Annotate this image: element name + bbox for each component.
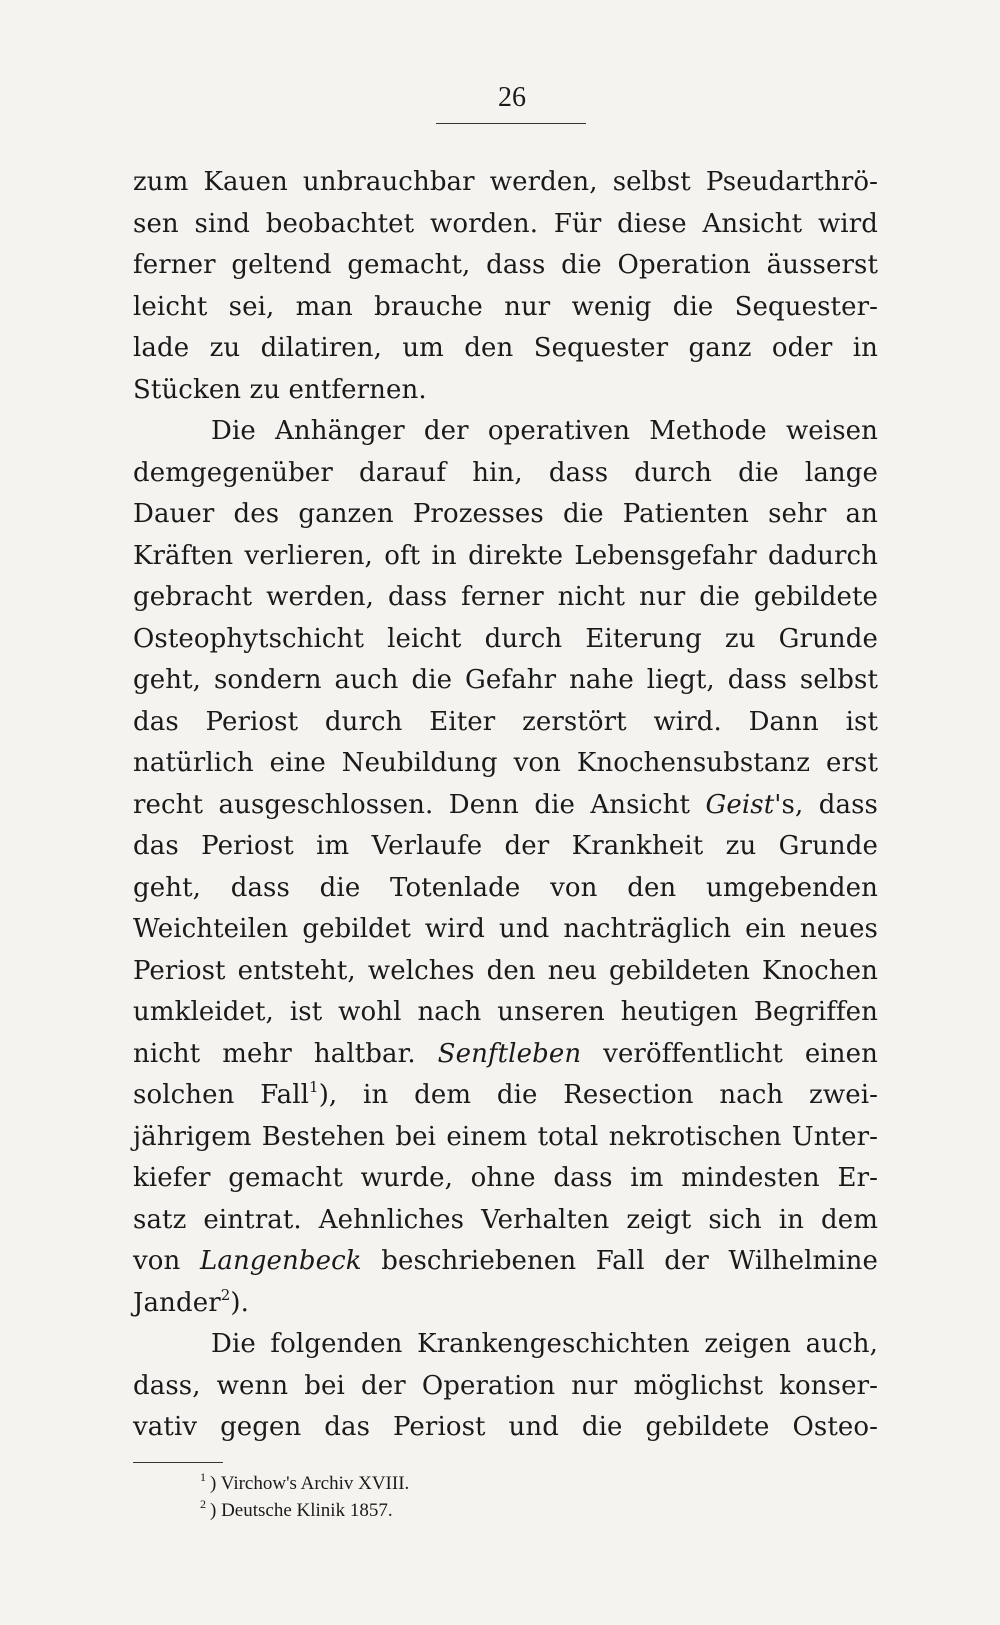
text-run: geht, dass die Totenlade von den umgebenden: [133, 872, 878, 903]
text-line: [133, 785, 878, 827]
author-name: Senftleben: [437, 1038, 582, 1069]
text-run: Kräften verlieren, oft in direkte Lebensgefahr dadurch: [133, 540, 878, 571]
text-line: [133, 411, 878, 453]
text-run: Stücken zu entfernen.: [133, 374, 427, 405]
text-run: Die folgenden Krankengeschichten zeigen auch,: [211, 1329, 878, 1359]
text-line: [133, 1324, 878, 1366]
footnote-text: ) Deutsche Klinik 1857.: [210, 1500, 393, 1521]
text-line: [133, 1407, 878, 1449]
text-line: [133, 1241, 878, 1283]
text-run: von: [133, 1246, 200, 1276]
text-run: vativ gegen das Periost und die gebildete Osteo-: [133, 1412, 878, 1442]
text-run: jährigem Bestehen bei einem total nekrotischen Unter-: [133, 1121, 878, 1152]
author-name: Geist: [705, 789, 775, 820]
text-line: [133, 328, 878, 370]
text-run: ), in dem die Resection nach zwei-: [318, 1080, 878, 1110]
footnote-mark: 1: [200, 1470, 206, 1484]
footnote: [200, 1497, 700, 1524]
footnote-rule: [133, 1462, 223, 1463]
text-line: [133, 702, 878, 744]
text-run: solchen Fall: [133, 1080, 310, 1110]
text-run: nicht mehr haltbar.: [133, 1038, 438, 1069]
text-run: ferner geltend gemacht, dass die Operation äusserst: [133, 250, 878, 280]
text-line: [133, 1117, 878, 1159]
text-line: [133, 453, 878, 495]
footnote-reference: 2: [220, 1285, 231, 1304]
text-run: Jander: [133, 1287, 221, 1318]
text-run: veröffentlicht einen: [581, 1038, 878, 1069]
text-line: [133, 951, 878, 993]
text-line: [133, 204, 878, 246]
text-run: recht ausgeschlossen. Denn die Ansicht: [133, 789, 706, 820]
text-run: lade zu dilatiren, um den Sequester ganz oder in: [133, 333, 878, 363]
text-run: sen sind beobachtet worden. Für diese Ansicht wird: [133, 208, 878, 239]
text-line: [133, 162, 878, 204]
footnote-text: ) Virchow's Archiv XVIII.: [210, 1473, 410, 1494]
text-line: [133, 1158, 878, 1200]
text-line: [133, 1283, 878, 1325]
text-run: dass, wenn bei der Operation nur möglichst konser-: [133, 1370, 878, 1401]
text-run: zum Kauen unbrauchbar werden, selbst Pseudarthrö-: [133, 167, 878, 197]
text-line: [133, 743, 878, 785]
text-run: beschriebenen Fall der Wilhelmine: [361, 1246, 878, 1276]
text-run: 's, dass: [774, 789, 878, 820]
text-line: [133, 1075, 878, 1117]
text-run: leicht sei, man brauche nur wenig die Sequester-: [133, 291, 878, 322]
text-run: demgegenüber darauf hin, dass durch die lange: [133, 457, 878, 488]
text-line: [133, 826, 878, 868]
text-run: natürlich eine Neubildung von Knochensubstanz erst: [133, 748, 878, 778]
text-run: Dauer des ganzen Prozesses die Patienten sehr an: [133, 499, 878, 529]
text-line: [133, 1200, 878, 1242]
text-run: satz eintrat. Aehnliches Verhalten zeigt sich in dem: [133, 1204, 878, 1235]
text-run: Weichteilen gebildet wird und nachträglich ein neues: [133, 914, 878, 944]
text-line: [133, 370, 878, 412]
text-run: umkleidet, ist wohl nach unseren heutigen Begriffen: [133, 997, 878, 1027]
page-number: 26: [498, 82, 526, 113]
text-line: [133, 494, 878, 536]
text-run: ).: [230, 1287, 249, 1318]
text-line: [133, 577, 878, 619]
text-line: [133, 619, 878, 661]
header-rule: [436, 123, 586, 124]
text-line: [133, 909, 878, 951]
text-run: gebracht werden, dass ferner nicht nur die gebildete: [133, 582, 878, 612]
text-line: [133, 992, 878, 1034]
text-run: kiefer gemacht wurde, ohne dass im mindesten Er-: [133, 1163, 878, 1193]
text-run: das Periost durch Eiter zerstört wird. Dann ist: [133, 706, 878, 737]
footnote-reference: 1: [309, 1078, 319, 1096]
author-name: Langenbeck: [199, 1246, 362, 1276]
text-run: Die Anhänger der operativen Methode weisen: [211, 416, 878, 446]
text-line: [133, 245, 878, 287]
text-line: [133, 287, 878, 329]
text-line: [133, 868, 878, 910]
text-run: Periost entsteht, welches den neu gebildeten Knochen: [133, 955, 878, 986]
text-line: [133, 1034, 878, 1076]
text-run: Osteophytschicht leicht durch Eiterung zu Grunde: [133, 623, 878, 654]
text-line: [133, 660, 878, 702]
body-text: [133, 162, 878, 1449]
text-run: geht, sondern auch die Gefahr nahe liegt, dass selbst: [133, 665, 878, 695]
text-line: [133, 1366, 878, 1408]
footnote-mark: 2: [200, 1497, 206, 1511]
footnotes: [200, 1470, 700, 1524]
text-line: [133, 536, 878, 578]
text-run: das Periost im Verlaufe der Krankheit zu Grunde: [133, 831, 878, 861]
footnote: [200, 1470, 700, 1497]
